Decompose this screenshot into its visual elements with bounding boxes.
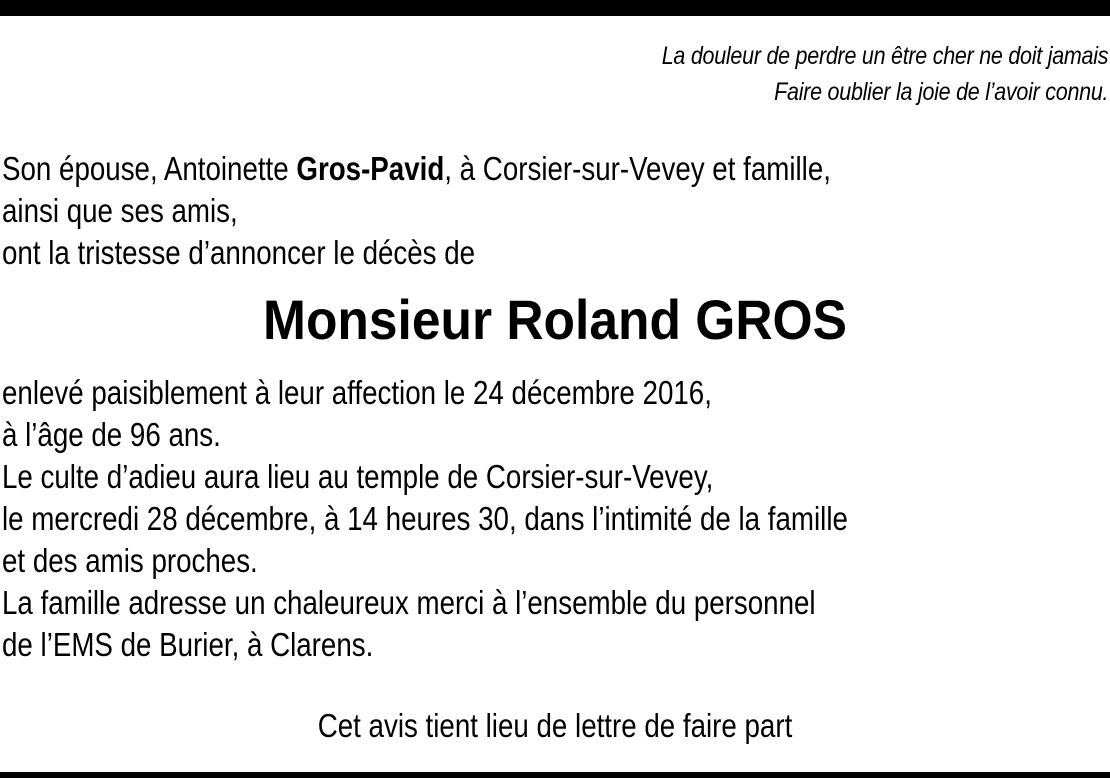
closing-notice: Cet avis tient lieu de lettre de faire part (317, 707, 793, 744)
intro-line-3: ont la tristesse d’annoncer le décès de (2, 234, 476, 271)
top-border-rule (0, 0, 1110, 16)
intro-line-1-before: Son épouse, Antoinette (2, 150, 297, 187)
details-line-2: à l’âge de 96 ans. (2, 416, 221, 453)
bottom-border-rule (0, 772, 1110, 778)
intro-line-1-after: , à Corsier-sur-Vevey et famille, (444, 150, 831, 187)
details-line-3: Le culte d’adieu aura lieu au temple de Corsier-sur-Vevey, (2, 458, 714, 495)
epigraph-line-2: Faire oublier la joie de l’avoir connu. (773, 78, 1108, 106)
details-line-7: de l’EMS de Burier, à Clarens. (2, 626, 374, 663)
details-line-5: et des amis proches. (2, 542, 258, 579)
epigraph-quote (661, 38, 1108, 110)
intro-line-1 (2, 148, 831, 190)
deceased-name-heading: Monsieur Roland GROS (263, 288, 847, 351)
family-name-bold: Gros-Pavid (296, 150, 445, 187)
announcement-intro (2, 148, 831, 274)
details-line-6: La famille adresse un chaleureux merci à l’ensemble du personnel (2, 584, 816, 621)
details-line-1: enlevé paisiblement à leur affection le 24 décembre 2016, (2, 374, 712, 411)
intro-line-2: ainsi que ses amis, (2, 192, 238, 229)
details-line-4: le mercredi 28 décembre, à 14 heures 30, dans l’intimité de la famille (2, 500, 848, 537)
epigraph-line-1: La douleur de perdre un être cher ne doit jamais (661, 42, 1108, 70)
announcement-details (2, 372, 848, 666)
